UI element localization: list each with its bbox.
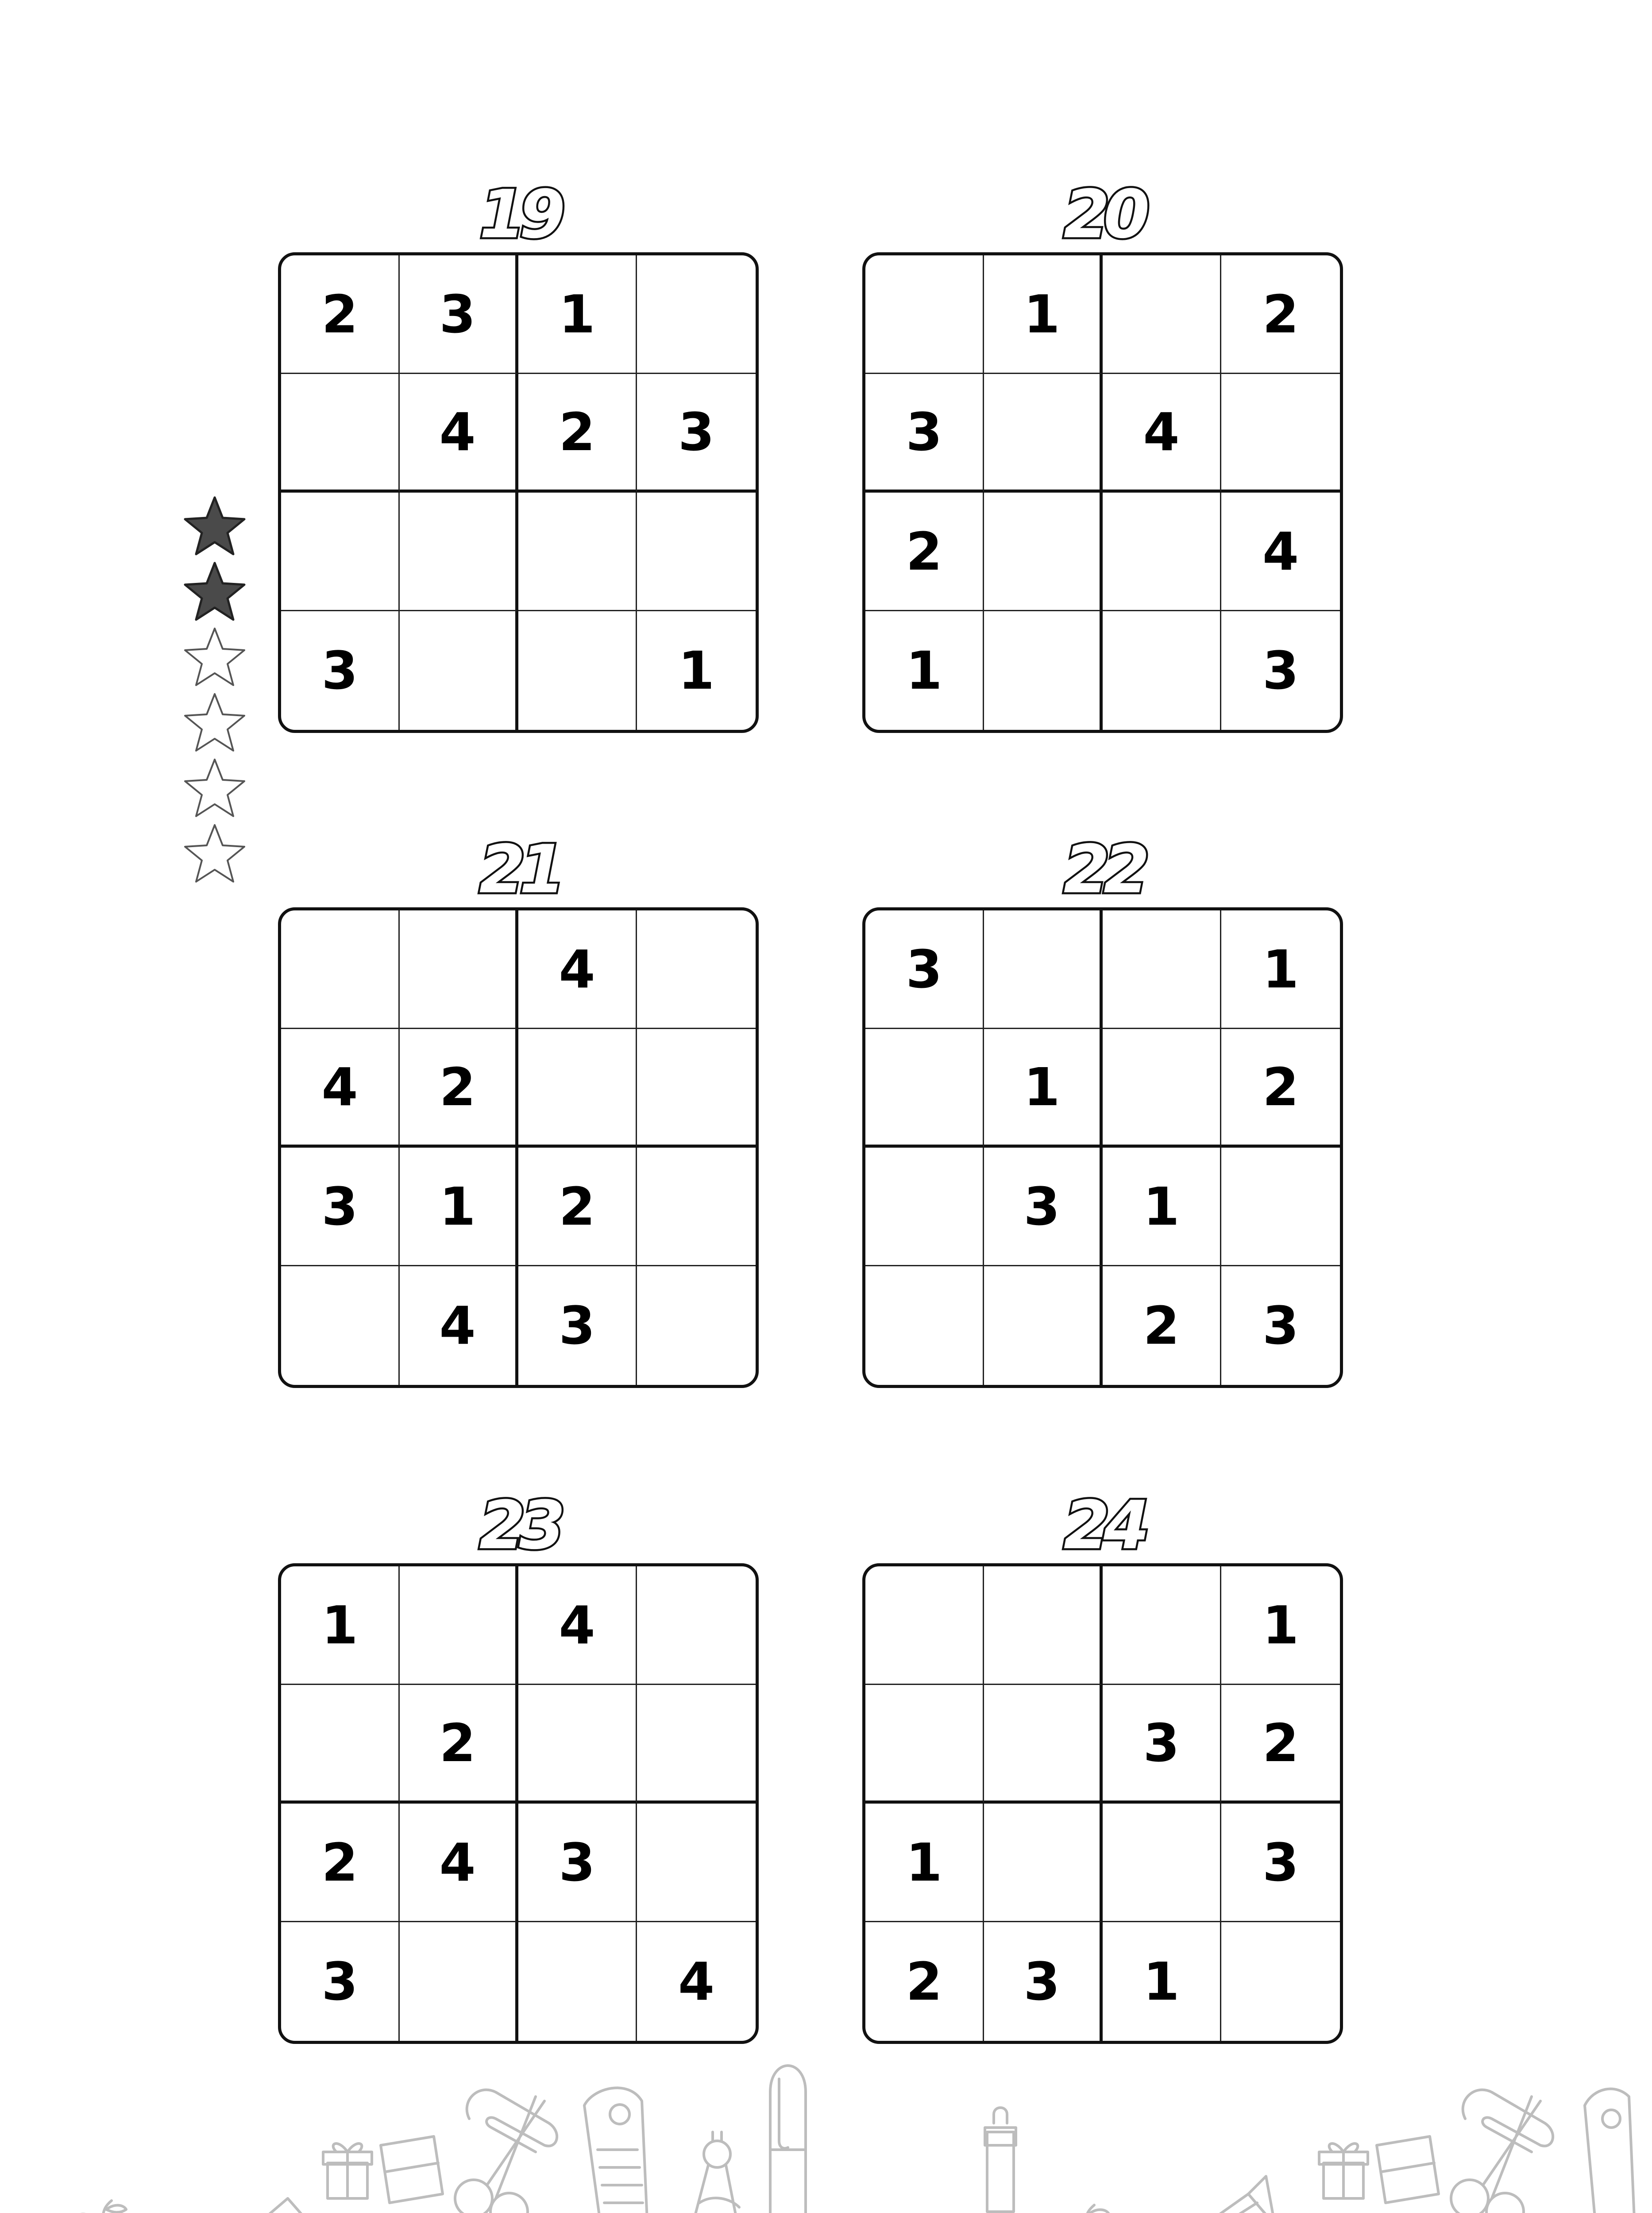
grid-cell[interactable]: 2	[281, 1804, 400, 1922]
grid-cell[interactable]	[400, 910, 518, 1029]
grid-cell[interactable]: 1	[984, 1029, 1103, 1148]
grid-cell[interactable]	[984, 1266, 1103, 1385]
puzzle-24	[862, 1488, 1345, 2044]
grid-cell[interactable]	[637, 1566, 756, 1685]
puzzle-20	[862, 177, 1345, 733]
grid-cell[interactable]	[637, 493, 756, 611]
puzzle-number: 21	[479, 831, 560, 908]
cutter-knife-icon	[584, 2088, 651, 2213]
grid-cell[interactable]: 1	[281, 1566, 400, 1685]
grid-cell[interactable]	[984, 611, 1103, 730]
grid-cell[interactable]: 2	[281, 255, 400, 374]
grid-cell[interactable]: 1	[984, 255, 1103, 374]
grid-cell[interactable]: 2	[1221, 1685, 1340, 1804]
grid-cell[interactable]: 4	[678, 1951, 715, 2012]
grid-cell[interactable]	[281, 1685, 400, 1804]
grid-cell[interactable]	[865, 1566, 984, 1685]
grid-cell[interactable]	[637, 910, 756, 1029]
grid-cell[interactable]: 2	[1221, 1029, 1340, 1148]
grid-cell[interactable]	[518, 1029, 637, 1148]
puzzle-21	[278, 832, 760, 1388]
grid-cell[interactable]	[637, 1029, 756, 1148]
grid-cell[interactable]: 4	[518, 1566, 637, 1685]
filled-star-icon	[181, 495, 248, 560]
grid-cell[interactable]: 4	[400, 1804, 518, 1922]
grid-cell[interactable]: 4	[1221, 493, 1340, 611]
empty-star-icon	[181, 757, 248, 822]
sudoku-grid	[278, 907, 759, 1388]
grid-cell[interactable]: 1	[1103, 1148, 1221, 1266]
grid-cell[interactable]	[281, 1266, 400, 1385]
apple-icon	[66, 2201, 138, 2213]
grid-cell[interactable]	[984, 1685, 1103, 1804]
glue-stick-icon	[985, 2108, 1016, 2212]
grid-cell[interactable]	[1103, 1029, 1221, 1148]
grid-cell[interactable]	[518, 1922, 637, 2041]
grid-cell[interactable]: 1	[865, 611, 984, 730]
grid-cell[interactable]: 4	[518, 910, 637, 1029]
grid-cell[interactable]: 2	[1221, 255, 1340, 374]
grid-cell[interactable]: 2	[865, 493, 984, 611]
grid-cell[interactable]	[281, 910, 400, 1029]
grid-cell[interactable]	[865, 255, 984, 374]
grid-cell[interactable]: 3	[1221, 1804, 1340, 1922]
grid-cell[interactable]	[984, 374, 1103, 493]
puzzle-number: 20	[1063, 176, 1144, 253]
grid-cell[interactable]: 1	[518, 255, 637, 374]
ruler-icon	[168, 2198, 319, 2213]
grid-cell[interactable]	[637, 1266, 756, 1385]
grid-cell[interactable]	[281, 374, 400, 493]
grid-cell[interactable]: 1	[1221, 1566, 1340, 1685]
grid-cell[interactable]: 4	[281, 1029, 400, 1148]
grid-cell[interactable]	[865, 1148, 984, 1266]
grid-cell[interactable]	[637, 1804, 756, 1922]
stationery-decoration	[0, 2052, 1652, 2213]
eraser-icon	[1377, 2136, 1439, 2203]
grid-cell[interactable]	[1103, 910, 1221, 1029]
pencil-icon	[1098, 2176, 1275, 2213]
compass-icon	[673, 2132, 753, 2213]
grid-cell[interactable]	[865, 1029, 984, 1148]
grid-cell[interactable]	[637, 1148, 756, 1266]
empty-star-icon	[181, 691, 248, 757]
grid-cell[interactable]	[1221, 374, 1340, 493]
grid-cell[interactable]	[637, 255, 756, 374]
grid-cell[interactable]: 3	[984, 1922, 1103, 2041]
grid-cell[interactable]	[984, 910, 1103, 1029]
grid-cell[interactable]	[984, 1566, 1103, 1685]
sudoku-grid	[278, 252, 759, 733]
paperclip-icon	[467, 2090, 557, 2152]
grid-cell[interactable]: 3	[984, 1148, 1103, 1266]
grid-cell[interactable]	[1103, 255, 1221, 374]
scissors-icon	[443, 2097, 544, 2213]
grid-cell[interactable]: 3	[281, 611, 400, 730]
grid-cell[interactable]: 3	[518, 1804, 637, 1922]
grid-cell[interactable]	[1103, 611, 1221, 730]
apple-icon	[1048, 2205, 1121, 2213]
puzzle-23	[278, 1488, 760, 2044]
grid-cell[interactable]: 3	[637, 374, 756, 493]
gift-icon	[323, 2144, 372, 2198]
grid-cell[interactable]	[865, 1266, 984, 1385]
grid-cell[interactable]: 3	[281, 1148, 400, 1266]
paperclip-icon	[1463, 2090, 1553, 2152]
puzzle-22	[862, 832, 1345, 1388]
grid-cell[interactable]	[1103, 493, 1221, 611]
grid-cell[interactable]	[400, 1566, 518, 1685]
grid-cell[interactable]: 1	[1103, 1922, 1221, 2041]
grid-cell[interactable]	[1221, 1148, 1340, 1266]
grid-cell[interactable]: 2	[518, 374, 637, 493]
grid-cell[interactable]: 3	[865, 374, 984, 493]
grid-cell[interactable]: 3	[865, 910, 984, 1029]
grid-cell[interactable]	[281, 493, 400, 611]
grid-cell[interactable]: 4	[1103, 374, 1221, 493]
grid-cell[interactable]: 4	[400, 374, 518, 493]
grid-cell[interactable]	[400, 1922, 518, 2041]
grid-cell[interactable]: 2	[400, 1685, 518, 1804]
grid-cell[interactable]: 3	[1103, 1685, 1221, 1804]
puzzle-number: 24	[1063, 1487, 1144, 1564]
grid-cell[interactable]	[518, 1685, 637, 1804]
grid-cell[interactable]: 3	[1262, 1295, 1299, 1356]
grid-cell[interactable]: 2	[865, 1922, 984, 2041]
pen-icon	[770, 2066, 806, 2213]
grid-cell[interactable]	[1221, 1922, 1340, 2041]
puzzle-number: 22	[1063, 831, 1144, 908]
empty-star-icon	[181, 626, 248, 691]
grid-cell[interactable]	[1103, 1804, 1221, 1922]
grid-cell[interactable]: 1	[865, 1804, 984, 1922]
grid-cell[interactable]	[984, 1804, 1103, 1922]
gift-icon	[1319, 2144, 1368, 2198]
eraser-icon	[381, 2136, 443, 2203]
filled-star-icon	[181, 560, 248, 626]
difficulty-rating	[181, 495, 252, 888]
grid-cell[interactable]: 1	[1221, 910, 1340, 1029]
puzzle-number: 23	[479, 1487, 560, 1564]
sudoku-grid	[862, 907, 1343, 1388]
puzzle-number: 19	[479, 176, 560, 253]
grid-cell[interactable]	[400, 493, 518, 611]
grid-cell[interactable]: 3	[518, 1266, 637, 1385]
grid-cell[interactable]	[518, 611, 637, 730]
cutter-knife-icon	[1585, 2089, 1638, 2213]
grid-cell[interactable]: 2	[1103, 1266, 1221, 1385]
grid-cell[interactable]: 1	[400, 1148, 518, 1266]
grid-cell[interactable]	[400, 611, 518, 730]
empty-star-icon	[181, 822, 248, 888]
grid-cell[interactable]: 1	[678, 640, 715, 701]
grid-cell[interactable]: 4	[400, 1266, 518, 1385]
grid-cell[interactable]	[637, 1685, 756, 1804]
grid-cell[interactable]	[1103, 1566, 1221, 1685]
grid-cell[interactable]: 2	[518, 1148, 637, 1266]
grid-cell[interactable]: 3	[400, 255, 518, 374]
grid-cell[interactable]	[518, 493, 637, 611]
grid-cell[interactable]	[865, 1685, 984, 1804]
sudoku-grid	[278, 1563, 759, 2044]
grid-cell[interactable]: 3	[1262, 640, 1299, 701]
puzzle-19	[278, 177, 760, 733]
grid-cell[interactable]: 3	[281, 1922, 400, 2041]
grid-cell[interactable]	[984, 493, 1103, 611]
sudoku-grid	[862, 252, 1343, 733]
sudoku-grid	[862, 1563, 1343, 2044]
grid-cell[interactable]: 2	[400, 1029, 518, 1148]
scissors-icon	[1439, 2097, 1540, 2213]
